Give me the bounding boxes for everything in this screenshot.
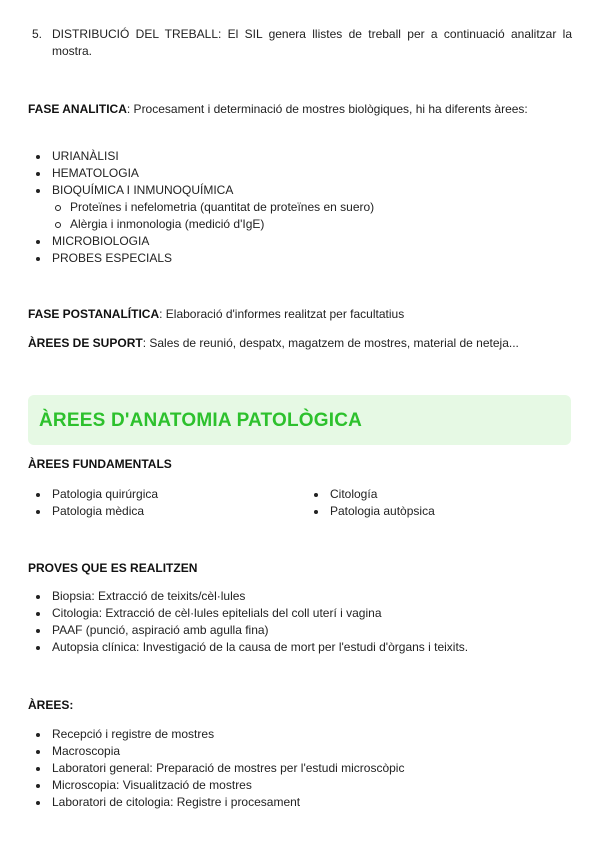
- item-text: DISTRIBUCIÓ DEL TREBALL: El SIL genera llistes de treball per a continuació analitzar la mostra.: [52, 27, 572, 58]
- list-item: Citología: [306, 486, 571, 503]
- fonamentals-list-col2: [306, 486, 571, 520]
- list-item: MICROBIOLOGIA: [28, 233, 571, 250]
- fase-analitica-text: : Procesament i determinació de mostres biològiques, hi ha diferents àrees:: [126, 102, 528, 116]
- list-item: Patologia quirúrgica: [28, 486, 298, 503]
- arees-list: [28, 726, 588, 811]
- list-item: HEMATOLOGIA: [28, 165, 571, 182]
- proves-heading: PROVES QUE ES REALITZEN: [28, 561, 198, 575]
- list-item: Laboratori general: Preparació de mostres per l'estudi microscòpic: [28, 760, 588, 777]
- numbered-item: [32, 26, 572, 60]
- section-title: ÀREES D'ANATOMIA PATOLÒGICA: [39, 409, 363, 431]
- list-item: URIANÀLISI: [28, 148, 571, 165]
- sub-list-item: Alèrgia i inmonologia (medició d'IgE): [28, 216, 571, 233]
- fase-postanalitica-label: FASE POSTANALÍTICA: [28, 307, 160, 321]
- arees-suport-label: ÀREES DE SUPORT: [28, 336, 143, 350]
- list-item: PROBES ESPECIALS: [28, 250, 571, 267]
- arees-suport-paragraph: [28, 335, 588, 352]
- proves-list: [28, 588, 588, 656]
- item-number: 5.: [32, 27, 43, 41]
- list-item: Biopsia: Extracció de teixits/cèl·lules: [28, 588, 588, 605]
- analitica-list: [28, 148, 571, 267]
- fase-analitica-paragraph: [28, 101, 571, 118]
- arees-heading: ÀREES:: [28, 698, 74, 712]
- list-item: Citologia: Extracció de cèl·lules epitelials del coll uterí i vagina: [28, 605, 588, 622]
- list-item: Patologia mèdica: [28, 503, 298, 520]
- list-item: Patologia autòpsica: [306, 503, 571, 520]
- list-item: Recepció i registre de mostres: [28, 726, 588, 743]
- section-banner: [28, 395, 571, 445]
- fase-postanalitica-paragraph: [28, 306, 571, 323]
- list-item: Laboratori de citologia: Registre i procesament: [28, 794, 588, 811]
- arees-fonamentals-heading: ÀREES FUNDAMENTALS: [28, 457, 172, 471]
- arees-suport-text: : Sales de reunió, despatx, magatzem de mostres, material de neteja...: [142, 336, 519, 350]
- list-item: PAAF (punció, aspiració amb agulla fina): [28, 622, 588, 639]
- sub-list-item: Proteïnes i nefelometria (quantitat de proteïnes en suero): [28, 199, 571, 216]
- fase-analitica-label: FASE ANALITICA: [28, 102, 127, 116]
- list-item: Macroscopia: [28, 743, 588, 760]
- fonamentals-list-col1: [28, 486, 298, 520]
- list-item: Microscopia: Visualització de mostres: [28, 777, 588, 794]
- list-item: BIOQUÍMICA I INMUNOQUÍMICA: [28, 182, 571, 199]
- list-item: Autopsia clínica: Investigació de la causa de mort per l'estudi d'òrgans i teixits.: [28, 639, 588, 656]
- fase-postanalitica-text: : Elaboració d'informes realitzat per facultatius: [159, 307, 405, 321]
